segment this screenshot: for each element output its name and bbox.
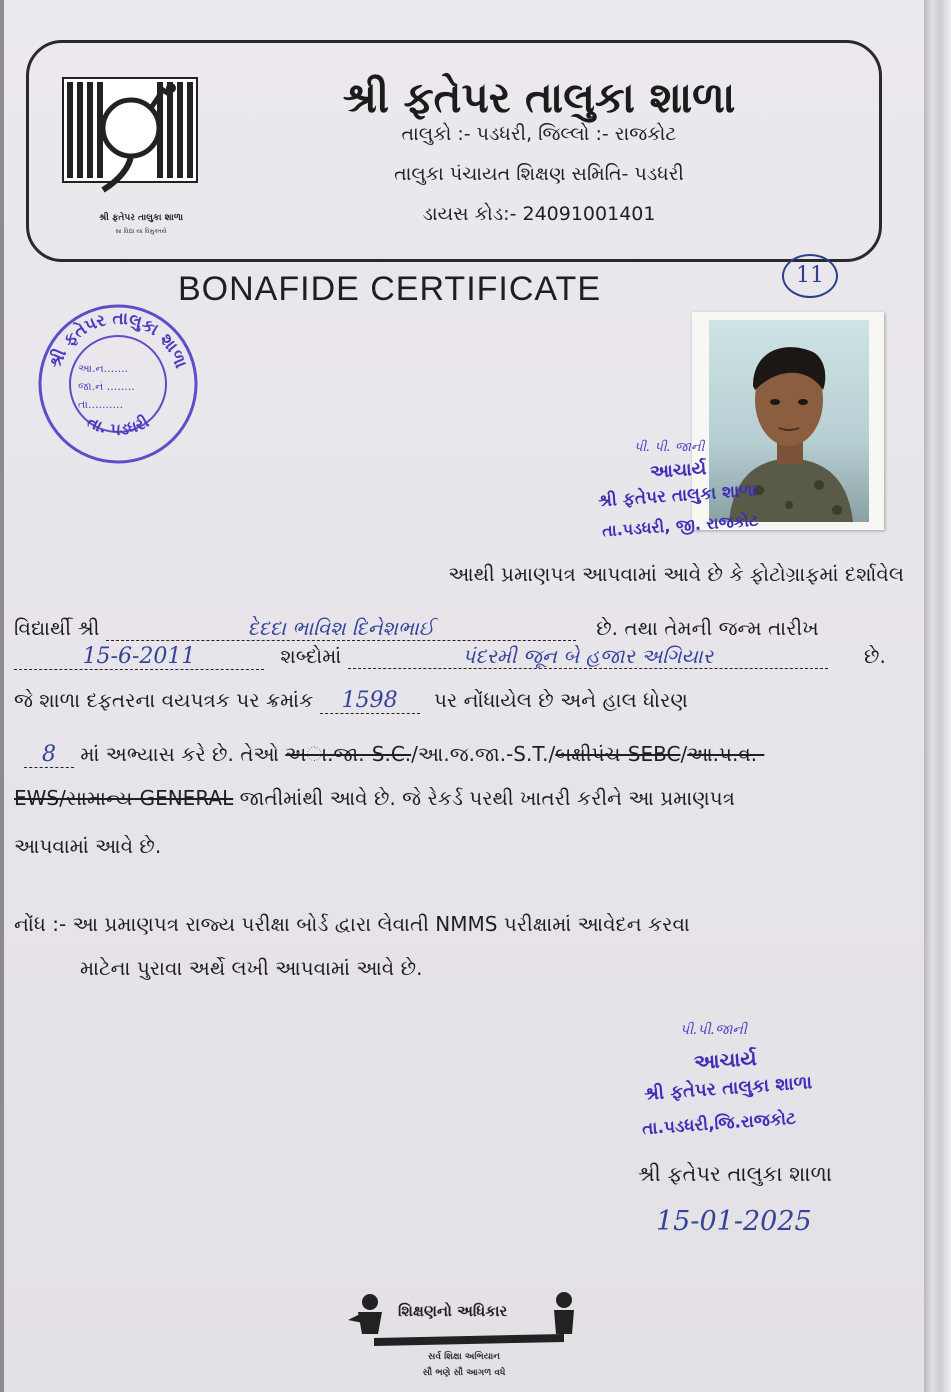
- photo-stamp-designation: આચાર્ય: [649, 458, 708, 483]
- page-stack-edge: [924, 0, 951, 1392]
- standard-number: 8: [24, 742, 74, 768]
- rte-title: શિક્ષણનો અધિકાર: [398, 1302, 508, 1320]
- register-suffix: પર નોંધાયેલ છે અને હાલ ધોરણ: [433, 688, 688, 712]
- rte-subtitle-1: સર્વ શિક્ષા અભિયાન: [428, 1352, 500, 1362]
- logo-caption: શ્રી ફતેપર તાલુકા શાળા: [98, 213, 184, 223]
- sign-stamp-school: શ્રી ફતેપર તાલુકા શાળા: [643, 1072, 813, 1105]
- logo-motto: સા વિદ્યા યા વિમુક્તયે: [115, 228, 167, 235]
- dob-words-prefix: શબ્દોમાં: [280, 644, 342, 668]
- photo-stamp-address: તા.પડધરી, જી. રાજકોટ: [601, 510, 759, 541]
- body-line-7: આપવામાં આવે છે.: [14, 834, 162, 858]
- body-line-4: [14, 688, 914, 714]
- standard-suffix: માં અભ્યાસ કરે છે. તેઓ: [80, 742, 279, 766]
- body-line-6: [14, 786, 914, 810]
- category-sebc: બક્ષીપંચ-SEBC: [555, 742, 681, 766]
- note-line-1: નોંધ :- આ પ્રમાણપત્ર રાજ્ય પરીક્ષા બોર્ડ દ્વારા લેવાતી NMMS પરીક્ષામાં આવેદન કરવા: [14, 912, 690, 936]
- caste-suffix: જાતીમાંથી આવે છે. જે રેકર્ડ પરથી ખાતરી કરીને આ પ્રમાણપત્ર: [239, 786, 735, 810]
- sign-stamp-address: તા.પડધરી,જિ.રાજકોટ: [641, 1108, 797, 1140]
- dob-in-words: પંદરમી જૂન બે હજાર અગિયાર: [348, 644, 828, 669]
- document-page: [4, 0, 924, 1392]
- student-name: દેદદા ભાવિશ દિનેશભાઈ: [106, 616, 576, 641]
- header-box: [26, 40, 882, 262]
- rte-children-icon: [334, 1290, 594, 1350]
- round-stamp-icon: [34, 300, 202, 468]
- category-ews-part-2: EWS: [14, 786, 60, 810]
- stamp-line-2: જા.નં ........: [78, 380, 135, 393]
- serial-mark: 11: [782, 254, 838, 298]
- category-ews-part-1: આ.પ.વ.-: [687, 742, 765, 766]
- school-logo: [59, 68, 209, 238]
- date-of-birth: 15-6-2011: [14, 644, 264, 670]
- photo-stamp-signature: પી. પી. જાની: [634, 440, 705, 455]
- body-line-2: [14, 616, 914, 641]
- dob-words-suffix: છે.: [864, 644, 886, 668]
- register-number: 1598: [320, 688, 420, 714]
- photo-stamp-school: શ્રી ફતેપર તાલુકા શાળા: [597, 480, 758, 512]
- round-school-stamp: [34, 300, 202, 468]
- body-line-3: [14, 644, 914, 670]
- school-address: તાલુકો :- પડધરી, જિલ્લો :- રાજકોટ: [401, 123, 677, 145]
- school-title: શ્રી ફતેપર તાલુકા શાળા: [342, 73, 736, 122]
- issue-date: 15-01-2025: [656, 1206, 812, 1237]
- category-st: /આ.જ.જા.-S.T./: [411, 742, 556, 766]
- note-line-2: માટેના પુરાવા અર્થે લખી આપવામાં આવે છે.: [80, 956, 423, 980]
- svg-text:તા. પડધરી: [84, 412, 152, 439]
- category-general: /સામાન્ય-GENERAL: [59, 786, 234, 810]
- body-line-1: આથી પ્રમાણપત્ર આપવામાં આવે છે કે ફોટોગ્રાફમાં દર્શાવેલ: [448, 562, 904, 586]
- footer-school-name: શ્રી ફતેપર તાલુકા શાળા: [637, 1162, 832, 1186]
- stamp-ring-text: શ્રી ફતેપર તાલુકા શાળા: [45, 308, 191, 372]
- stamp-line-3: તા..........: [78, 398, 123, 411]
- rte-subtitle-2: સૌ ભણે સૌ આગળ વધે: [422, 1368, 506, 1378]
- school-logo-icon: [59, 68, 209, 208]
- student-prefix: વિદ્યાર્થી શ્રી: [14, 616, 100, 640]
- body-line-5: [14, 742, 914, 768]
- principal-signature: પી.પી.જાની: [680, 1022, 747, 1038]
- dise-code: ડાયસ કોડ:- 24091001401: [422, 203, 656, 225]
- sign-stamp-designation: આચાર્ય: [693, 1045, 758, 1075]
- certificate-title: BONAFIDE CERTIFICATE: [178, 270, 602, 308]
- student-suffix: છે. તથા તેમની જન્મ તારીખ: [596, 616, 819, 640]
- category-separator: /: [680, 742, 688, 766]
- register-prefix: જે શાળા દફતરના વયપત્રક પર ક્રમાંક: [14, 688, 314, 712]
- rte-logo: [334, 1290, 594, 1390]
- education-committee: તાલુકા પંચાયત શિક્ષણ સમિતિ- પડધરી: [394, 163, 684, 185]
- stamp-line-1: આ.ન.......: [78, 362, 129, 375]
- category-sc: અા.જા.-S.C.: [285, 742, 412, 766]
- stamp-bottom-text: તા. પડધરી: [84, 411, 152, 439]
